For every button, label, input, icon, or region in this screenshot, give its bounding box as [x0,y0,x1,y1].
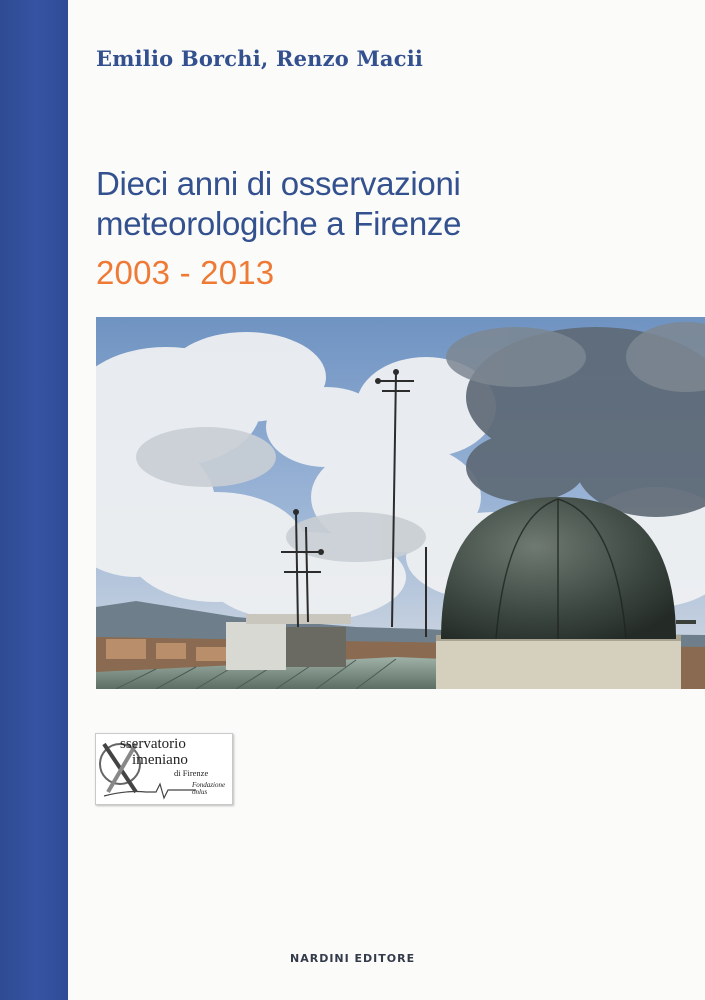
authors: Emilio Borchi, Renzo Macii [96,46,424,71]
title-line-2: meteorologiche a Firenze [96,205,462,242]
years-range: 2003 - 2013 [96,254,275,291]
logo-text-line-3: di Firenze [174,768,209,778]
logo-text-line-1: sservatorio [120,736,186,752]
logo-text-line-4: Fondazione onlus [192,781,226,796]
cover-spine-band [0,0,68,1000]
observatory-photo-image [96,317,705,689]
book-title [96,164,461,244]
logo-text-line-2: imeniano [132,752,188,768]
publisher-name: NARDINI EDITORE [290,952,416,965]
title-line-1: Dieci anni di osservazioni [96,165,461,202]
observatory-logo [95,733,233,805]
cover-photo [96,317,705,689]
